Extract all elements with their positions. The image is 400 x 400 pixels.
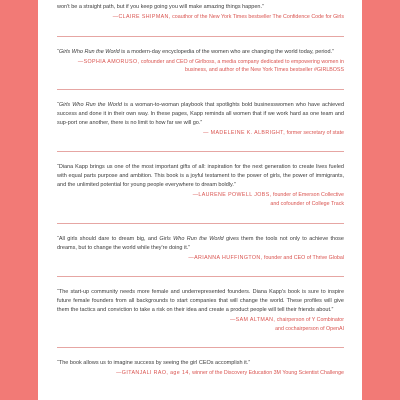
attribution-title: and cofounder of College Track <box>270 200 344 207</box>
praise-quotes <box>57 0 344 392</box>
quote-divider <box>57 223 344 224</box>
praise-quote <box>57 163 344 208</box>
attribution-title: and cochairperson of OpenAI <box>275 325 344 332</box>
quote-text <box>57 0 344 12</box>
attribution-title: cofounder and CEO of Girlboss, a media company dedicated to empowering women in business, and author of the New York Times bestseller #GIRLBOSS <box>140 58 344 74</box>
quote-attribution <box>57 369 344 378</box>
attribution-name: —ARIANNA HUFFINGTON, <box>188 254 263 261</box>
praise-quote <box>57 101 344 138</box>
attribution-title: founder of Emerson Collective <box>273 192 344 199</box>
attribution-title: chairperson of Y Combinator <box>276 317 344 324</box>
attribution-name: —LAURENE POWELL JOBS, <box>192 192 272 199</box>
quote-segment: “All girls should dare to dream big, and <box>57 235 160 242</box>
quote-text <box>57 235 344 253</box>
quote-attribution <box>57 13 344 22</box>
quote-divider <box>57 89 344 90</box>
book-page <box>38 0 362 400</box>
quote-divider <box>57 36 344 37</box>
quote-segment: won't be a straight path, but if you keep going you will make amazing things happen.” <box>57 4 264 10</box>
attribution-name: —SOPHIA AMORUSO, <box>77 58 140 65</box>
quote-divider <box>57 276 344 277</box>
book-title: Girls Who Run the World <box>159 235 224 242</box>
quote-segment: is a modern-day encyclopedia of the women who are changing the world today, period.” <box>119 48 334 55</box>
quote-segment: “ <box>57 48 59 55</box>
quote-segment: “Diana Kapp brings us one of the most important gifts of all: inspiration for the next generation to create lives fueled with equal parts purpose and ambition. This book is a joyful testament to the power of girls, the power of immigrants, and the unlimited potential for young people everywhere to dream boldly.” <box>57 164 344 189</box>
attribution-name: —SAM ALTMAN, <box>229 317 276 324</box>
quote-segment: “ <box>57 101 59 108</box>
book-title: Girls Who Run the World <box>58 48 120 55</box>
attribution-name: — MADELEINE K. ALBRIGHT, <box>203 129 286 136</box>
praise-quote <box>57 235 344 263</box>
praise-quote <box>57 288 344 333</box>
praise-quote <box>57 359 344 378</box>
book-title: Girls Who Run the World <box>58 101 122 108</box>
attribution-name: —CLAIRE SHIPMAN, <box>112 14 171 20</box>
quote-segment: “The start-up community needs more female and underrepresented founders. Diana Kapp's book is sure to inspire future female founders from all backgrounds to start companies that will change the world. These profiles will give them the tactics and conviction to take a risk on their idea and create a product people will tell their friends about.” <box>57 289 344 314</box>
quote-attribution <box>57 316 344 333</box>
quote-attribution <box>57 191 344 208</box>
attribution-title: founder and CEO of Thrive Global <box>264 254 344 261</box>
quote-attribution <box>57 129 344 138</box>
quote-segment: “The book allows us to imagine success by seeing the girl CEOs accomplish it.” <box>57 360 251 367</box>
quote-text <box>57 48 344 57</box>
quote-attribution <box>57 254 344 263</box>
attribution-title: coauthor of the New York Times bestseller The Confidence Code for Girls <box>172 14 344 20</box>
quote-attribution <box>57 58 344 75</box>
attribution-name: —GITANJALI RAO, age 14, <box>116 370 191 377</box>
quote-segment: gives them the tools not only to achieve those dreams, but to change the world while they're doing it.” <box>57 235 344 251</box>
quote-divider <box>57 347 344 348</box>
praise-quote <box>57 48 344 75</box>
quote-text <box>57 288 344 315</box>
quote-divider <box>57 151 344 152</box>
quote-text <box>57 101 344 128</box>
attribution-title: winner of the Discovery Education 3M Young Scientist Challenge <box>192 370 344 377</box>
quote-segment: is a woman-to-woman playbook that spotlights bold businesswomen who have achieved success and done it in their own way. In these pages, Kapp reminds all women that if we work hard as one team and sup-port one another, there is no limit to how far we will go.” <box>57 101 345 126</box>
attribution-title: former secretary of state <box>286 129 344 136</box>
quote-text <box>57 163 344 190</box>
praise-quote <box>57 0 344 22</box>
quote-text <box>57 359 344 368</box>
